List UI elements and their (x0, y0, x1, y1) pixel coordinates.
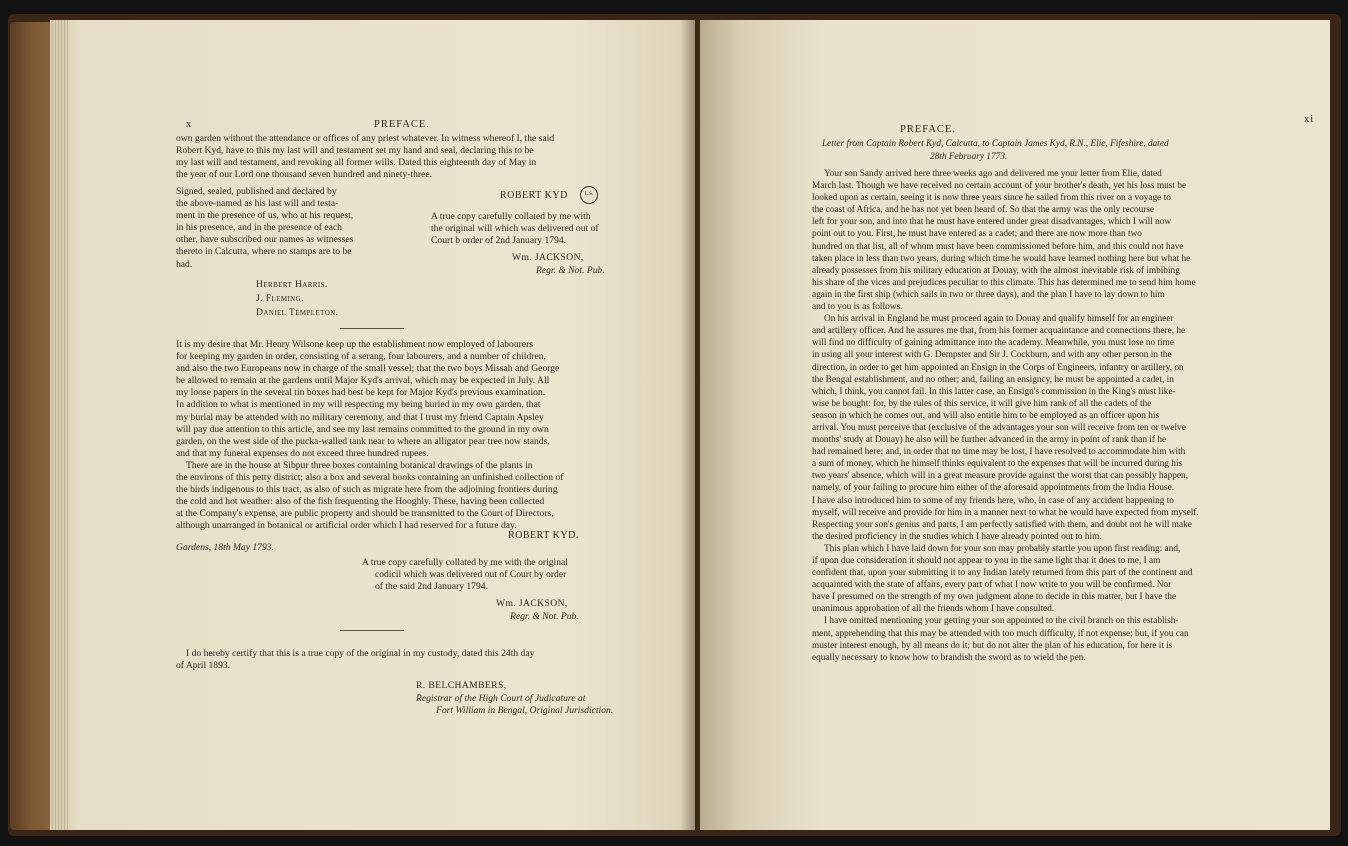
text-line: had remained here; and, in order that no time may be lost, I have resolved to accommodate him with (812, 447, 1186, 458)
text-line: myself, will receive and provide for him in a manner next to what he would have expected from myself. (812, 507, 1199, 518)
text-line: be allowed to remain at the gardens until Major Kyd's arrival, which may be expected in July. All (176, 375, 550, 387)
codicil-text (176, 339, 563, 533)
text-line: confident that, upon your submitting it to any Indian lately returned from this part of the continent and (812, 568, 1193, 579)
section-rule (340, 328, 404, 329)
registrar-name: R. BELCHAMBERS, (416, 680, 507, 691)
text-line: arrival. You must perceive that (exclusive of the advantages your son will receive from ten or twelve (812, 422, 1186, 433)
text-line: for keeping my garden in order, consisting of a serang, four labourers, and a number of children, (176, 351, 546, 363)
text-line: garden, on the west side of the pucka-walled tank near to where an alligator pear tree now stands, (176, 435, 550, 447)
letter-body (812, 168, 1199, 664)
text-line: codicil which was delivered out of Court by order (375, 569, 567, 581)
text-line: have I presumed on the strength of my own judgment alone to decide in this matter, but I have the (812, 592, 1177, 603)
text-line: his share of the vices and prejudices peculiar to this climate. This has determined me to send him home (812, 277, 1196, 288)
will-closing-paragraph (176, 133, 554, 181)
left-page-number: x (186, 119, 193, 130)
text-line: the coast of Africa, and he has not yet been heard of. So that the army was the only recourse (812, 205, 1155, 216)
witness-list (256, 278, 338, 320)
text-line: I do hereby certify that this is a true copy of the original in my custody, dated this 24th day (186, 648, 535, 659)
text-line: It is my desire that Mr. Henry Wilsone keep up the establishment now employed of labourers (176, 339, 533, 350)
registrar-title (416, 693, 613, 717)
text-line: had. (176, 258, 193, 270)
text-line: the environs of this petty district; also a box and several books containing an unfinished collection of (176, 472, 564, 484)
jackson-title-1: Regr. & Not. Pub. (536, 265, 605, 276)
jackson-signature-1: Wm. JACKSON, (512, 252, 584, 263)
left-running-head: PREFACE. (374, 119, 430, 130)
text-line: wise be bought: for, by the rules of this service, it will give him rank of all the cadets of the (812, 398, 1152, 409)
true-copy-note-1 (431, 211, 599, 247)
certification-paragraph (176, 648, 534, 672)
witness-name: Herbert Harris. (256, 279, 328, 290)
page-stack-edge (50, 20, 68, 830)
text-line: of April 1893. (176, 660, 231, 672)
text-line: the above-named as his last will and testa- (176, 198, 339, 210)
text-line: looked upon as certain, seeing it is now three years since he sailed from this river on a voyage to (812, 193, 1171, 204)
text-line: Robert Kyd, have to this my last will and testament set my hand and seal, declaring this to be (176, 145, 534, 157)
true-copy-note-2 (362, 557, 568, 593)
text-line: unanimous approbation of all the friends whom I have consulted. (812, 604, 1055, 615)
text-line: and that my funeral expenses do not exceed three hundred rupees. (176, 447, 429, 459)
text-line: Respecting your son's genius and parts, I am perfectly satisfied with them, and doubt not he will make (812, 519, 1192, 530)
text-line: I have also introduced him to some of my friends here, who, in case of any accident happening to (812, 495, 1174, 506)
text-line: On his arrival in England he must proceed again to Douay and qualify himself for an engineer (824, 314, 1174, 325)
text-line: direction, in order to get him appointed an Ensign in the Corps of Engineers, infantry or artillery, on (812, 362, 1184, 373)
text-line: ment, apprehending that this may be attended with too much difficulty, if not expense; but, if you can (812, 628, 1189, 639)
text-line: my last will and testament, and revoking all former wills. Dated this eighteenth day of May in (176, 157, 537, 169)
text-line: in using all your interest with G. Dempster and Sir J. Cockburn, and with any other person in the (812, 350, 1172, 361)
text-line: the birds indigenous to this tract, as also of such as migrate here from the adjoining frontiers during (176, 484, 558, 496)
text-line: two years' absence, which will in a great measure provide against the worst that can possibly happen, (812, 471, 1189, 482)
jackson-signature-2: Wm. JACKSON, (496, 598, 568, 609)
text-line: although unarranged in botanical or artificial order which I had reserved for a future day. (176, 520, 517, 532)
text-line: Registrar of the High Court of Judicature at (416, 693, 586, 704)
text-line: Signed, sealed, published and declared by (176, 186, 337, 197)
place-date-line: Gardens, 18th May 1793. (176, 542, 274, 553)
text-line: the cold and hot weather: also of the fish frequenting the Hooghly. These, having been collected (176, 496, 545, 508)
text-line: months' study at Douay) he also will be further advanced in the army in point of rank than if he (812, 435, 1167, 446)
text-line: own garden without the attendance or offices of any priest whatever. In witness whereof I, the said (176, 133, 555, 144)
text-line: March last. Though we have received no certain account of your brother's death, yet his loss must be (812, 181, 1187, 192)
text-line: and artillery officer. And he assures me that, from his former acquaintance and connections there, he (812, 326, 1186, 337)
text-line: my burial may be attended with no military ceremony, and that I trust my friend Captain Apsley (176, 411, 544, 423)
signed-sealed-block (176, 186, 353, 271)
text-line: acquainted with the state of affairs, every part of what I now write to you will be confirmed. Nor (812, 580, 1172, 591)
section-rule (340, 630, 404, 631)
signature-robert-kyd: ROBERT KYD (500, 190, 568, 201)
text-line: Your son Sandy arrived here three weeks ago and delivered me your letter from Elie, dated (824, 169, 1162, 179)
letter-heading: Letter from Captain Robert Kyd, Calcutta, to Captain James Kyd, R.N., Elie, Fifeshire, dated (822, 139, 1169, 149)
text-line: will pay due attention to this article, and see my last remains committed to the ground in my own (176, 423, 549, 435)
text-line: equally necessary to know how to brandish the sword as to wield the pen. (812, 652, 1086, 663)
text-line: A true copy carefully collated by me with the original (362, 557, 568, 568)
text-line: Court b order of 2nd January 1794. (431, 235, 567, 247)
text-line: of the said 2nd January 1794. (375, 581, 488, 593)
text-line: I have omitted mentioning your getting your son appointed to the civil branch on this establish- (824, 616, 1179, 627)
text-line: my loose papers in the several tin boxes had best be kept for Major Kyd's previous examination. (176, 387, 546, 399)
text-line: season in which he comes out, and will also entitle him to be employed as an officer upon his (812, 410, 1160, 421)
text-line: the original will which was delivered out of (431, 223, 599, 235)
text-line: in his presence, and in the presence of each (176, 222, 342, 234)
text-line: A true copy carefully collated by me with (431, 211, 591, 222)
letter-date: 28th February 1773. (930, 152, 1008, 162)
signature-robert-kyd-2: ROBERT KYD. (508, 530, 579, 541)
text-line: Fort William in Bengal, Original Jurisdiction. (436, 705, 614, 717)
text-line: left for your son, and into that he must have entered under great disadvantages, which I will now (812, 217, 1172, 228)
text-line: at the Company's expense, are public property and should be transmitted to the Court of Directors, (176, 508, 554, 520)
witness-name: J. Fleming. (256, 293, 304, 304)
text-line: the Bengal establishment, and no other; and, failing an ensigncy, he must be appointed a cadet, in (812, 374, 1174, 385)
text-line: if upon due consideration it should not appear to you in the same light that it does to me, I am (812, 556, 1161, 566)
text-line: point out to you. First, he must have entered as a cadet; and there are now more than two (812, 229, 1142, 240)
witness-name: Daniel Templeton. (256, 307, 339, 318)
text-line: already possesses from his military education at Douay, with the almost inevitable risk of imbibing (812, 265, 1180, 276)
text-line: the desired proficiency in the studies which I have already pointed out to him. (812, 531, 1102, 542)
text-line: and also the two Europeans now in charge of the small vessel; that the two boys Missah and George (176, 363, 560, 375)
text-line: muster interest enough, by all means do it; but do not alter the plan of his education, for here it is (812, 640, 1173, 651)
text-line: and to you is as follows. (812, 302, 903, 313)
text-line: which, I think, you cannot fail. In this latter case, an Ensign's commission in the King's must like- (812, 386, 1176, 397)
text-line: This plan which I have laid down for your son may probably startle you upon first reading: and, (824, 543, 1181, 554)
right-running-head: PREFACE. (900, 124, 956, 135)
text-line: In addition to what is mentioned in my will respecting my being buried in my own garden, that (176, 399, 541, 411)
right-page-number: xi (1304, 114, 1315, 125)
text-line: ment in the presence of us, who at his request, (176, 210, 354, 222)
text-line: will find no difficulty of gaining admittance into the academy. Meanwhile, you must lose no time (812, 338, 1174, 349)
text-line: thereto in Calcutta, where no stamps are to be (176, 246, 352, 258)
text-line: hundred on that list, all of whom must have been commissioned before him, and this could not have (812, 241, 1184, 252)
text-line: There are in the house at Sibpur three boxes containing botanical drawings of the plants in (186, 459, 533, 471)
text-line: again in the first ship (which sails in two or three days), and the plan I have to lay down to him (812, 289, 1165, 300)
text-line: the year of our Lord one thousand seven hundred and ninety-three. (176, 169, 433, 181)
text-line: other, have subscribed our names as witnesses (176, 234, 354, 246)
text-line: namely, of your failing to procure him either of the aforesaid appointments from the India House. (812, 483, 1175, 494)
text-line: a sum of money, which he himself thinks equivalent to the expenses that will be incurred during his (812, 459, 1183, 470)
seal-stamp: L.S. (580, 186, 598, 204)
text-line: taken place in less than two years, during which time he would have learned nothing here but what he (812, 253, 1191, 264)
jackson-title-2: Regr. & Not. Pub. (510, 611, 579, 622)
